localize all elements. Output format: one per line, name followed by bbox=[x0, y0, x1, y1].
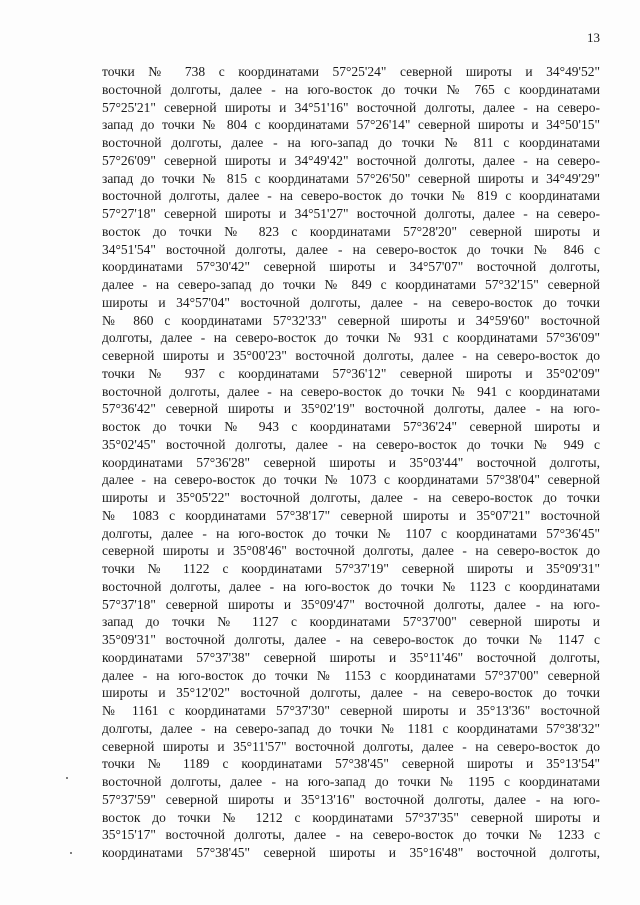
text-line: 35°02'45" восточной долготы, далее - на северо-восток до точки № 949 с bbox=[102, 436, 600, 452]
text-line: северной широты и 35°11'57" восточной долготы, далее - на северо-восток до bbox=[102, 738, 600, 754]
text-line: точки № 1189 с координатами 57°38'45" северной широты и 35°13'54" bbox=[102, 756, 600, 772]
text-line: северной широты и 35°00'23" восточной долготы, далее - на северо-восток до bbox=[102, 348, 600, 363]
page-number: 13 bbox=[587, 30, 600, 45]
text-line: координатами 57°38'45" северной широты и 35°16'48" восточной долготы, bbox=[102, 845, 600, 860]
text-line: 35°09'31" восточной долготы, далее - на северо-восток до точки № 1147 с bbox=[102, 632, 600, 647]
text-line: 57°36'42" северной широты и 35°02'19" восточной долготы, далее - на юго- bbox=[102, 401, 600, 417]
text-line: восточной долготы, далее - на юго-запад до точки № 1195 с координатами bbox=[102, 774, 600, 789]
text-line: запад до точки № 804 с координатами 57°26'14" северной широты и 34°50'15" bbox=[102, 117, 600, 133]
text-line: восточной долготы, далее - на северо-восток до точки № 941 с координатами bbox=[102, 383, 600, 399]
text-line: восточной долготы, далее - на северо-восток до точки № 819 с координатами bbox=[102, 188, 600, 204]
text-line: координатами 57°37'38" северной широты и 35°11'46" восточной долготы, bbox=[102, 649, 600, 665]
text-line: точки № 937 с координатами 57°36'12" северной широты и 35°02'09" bbox=[102, 365, 600, 381]
text-line: далее - на северо-запад до точки № 849 с координатами 57°32'15" северной bbox=[102, 277, 600, 292]
text-line: координатами 57°36'28" северной широты и 35°03'44" восточной долготы, bbox=[102, 454, 600, 470]
text-line: восточной долготы, далее - на юго-восток до точки № 1123 с координатами bbox=[102, 578, 600, 594]
text-line: № 1083 с координатами 57°38'17" северной широты и 35°07'21" восточной bbox=[102, 507, 600, 523]
text-line: 35°15'17" восточной долготы, далее - на северо-восток до точки № 1233 с bbox=[102, 827, 600, 843]
text-line: восток до точки № 943 с координатами 57°36'24" северной широты и bbox=[102, 419, 600, 434]
text-line: долготы, далее - на юго-восток до точки № 1107 с координатами 57°36'45" bbox=[102, 525, 600, 541]
text-line: точки № 738 с координатами 57°25'24" северной широты и 34°49'52" bbox=[102, 64, 600, 79]
text-line: восточной долготы, далее - на юго-восток до точки № 765 с координатами bbox=[102, 81, 600, 97]
text-line: 57°37'18" северной широты и 35°09'47" восточной долготы, далее - на юго- bbox=[102, 596, 600, 612]
text-line: долготы, далее - на северо-восток до точки № 931 с координатами 57°36'09" bbox=[102, 330, 600, 346]
text-line: запад до точки № 1127 с координатами 57°37'00" северной широты и bbox=[102, 614, 600, 630]
scan-speck bbox=[70, 852, 72, 854]
text-line: 34°51'54" восточной долготы, далее - на северо-восток до точки № 846 с bbox=[102, 241, 600, 257]
text-line: восток до точки № 823 с координатами 57°28'20" северной широты и bbox=[102, 223, 600, 239]
text-line: северной широты и 35°08'46" восточной долготы, далее - на северо-восток до bbox=[102, 543, 600, 559]
text-line: запад до точки № 815 с координатами 57°26'50" северной широты и 34°49'29" bbox=[102, 170, 600, 186]
text-line: восток до точки № 1212 с координатами 57°37'35" северной широты и bbox=[102, 809, 600, 825]
text-line: долготы, далее - на северо-запад до точки № 1181 с координатами 57°38'32" bbox=[102, 720, 600, 736]
text-line: широты и 34°57'04" восточной долготы, далее - на северо-восток до точки bbox=[102, 294, 600, 310]
text-line: далее - на северо-восток до точки № 1073 с координатами 57°38'04" северной bbox=[102, 472, 600, 488]
text-line: координатами 57°30'42" северной широты и 34°57'07" восточной долготы, bbox=[102, 259, 600, 275]
text-line: широты и 35°05'22" восточной долготы, далее - на северо-восток до точки bbox=[102, 490, 600, 505]
text-line: 57°27'18" северной широты и 34°51'27" восточной долготы, далее - на северо- bbox=[102, 206, 600, 221]
text-line: точки № 1122 с координатами 57°37'19" северной широты и 35°09'31" bbox=[102, 561, 600, 576]
text-line: № 860 с координатами 57°32'33" северной широты и 34°59'60" восточной bbox=[102, 312, 600, 328]
text-line: восточной долготы, далее - на юго-запад до точки № 811 с координатами bbox=[102, 135, 600, 150]
text-line: 57°25'21" северной широты и 34°51'16" восточной долготы, далее - на северо- bbox=[102, 99, 600, 115]
text-line: № 1161 с координатами 57°37'30" северной широты и 35°13'36" восточной bbox=[102, 703, 600, 718]
text-line: далее - на юго-восток до точки № 1153 с координатами 57°37'00" северной bbox=[102, 667, 600, 683]
text-line: широты и 35°12'02" восточной долготы, далее - на северо-восток до точки bbox=[102, 685, 600, 701]
text-line: 57°26'09" северной широты и 34°49'42" восточной долготы, далее - на северо- bbox=[102, 152, 600, 168]
body-text bbox=[102, 63, 600, 862]
text-line: 57°37'59" северной широты и 35°13'16" восточной долготы, далее - на юго- bbox=[102, 791, 600, 807]
scan-speck bbox=[66, 777, 68, 779]
